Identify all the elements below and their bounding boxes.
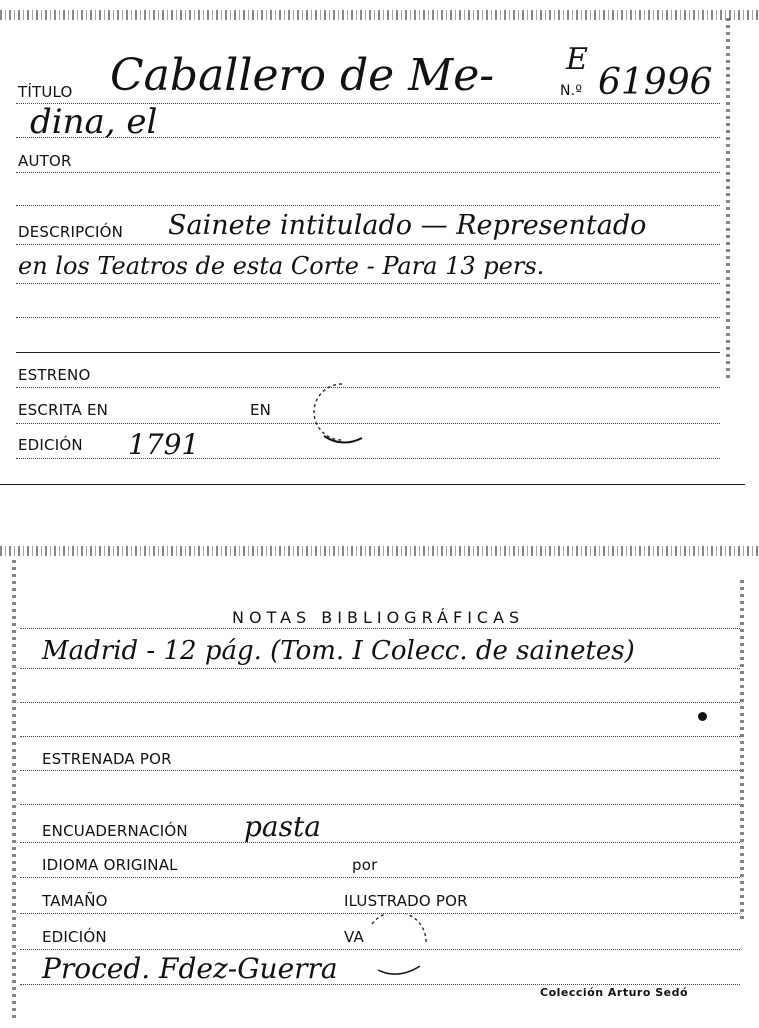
edicion-handwritten: 1791: [128, 428, 200, 461]
autor-label: AUTOR: [18, 152, 72, 170]
descripcion-line-3: [16, 317, 720, 318]
autor-line: [16, 172, 720, 173]
top-card-bottom-edge: [0, 484, 745, 485]
descripcion-line: [16, 244, 720, 245]
titulo-label: TÍTULO: [18, 83, 73, 101]
tamano-label: TAMAÑO: [42, 892, 108, 910]
ilustrado-por-label: ILUSTRADO POR: [344, 892, 468, 910]
notas-handwritten: Madrid - 12 pág. (Tom. I Colecc. de sainetes): [42, 636, 635, 666]
top-card-right-border: [726, 18, 730, 380]
titulo-line-2: [16, 137, 720, 138]
estrenada-por-label: ESTRENADA POR: [42, 750, 172, 768]
notas-bibliograficas-header: NOTAS BIBLIOGRÁFICAS: [232, 608, 525, 627]
idioma-original-line: [20, 877, 740, 878]
edicion-line: [16, 458, 720, 459]
descripcion-handwritten-line2: en los Teatros de esta Corte - Para 13 pers.: [18, 252, 545, 280]
titulo-handwritten-line2: dina, el: [30, 102, 158, 142]
numero-handwritten: 61996: [598, 62, 713, 103]
descripcion-label: DESCRIPCIÓN: [18, 223, 124, 241]
estrenada-por-line-2: [20, 804, 740, 805]
bottom-card-right-border: [740, 580, 744, 920]
coleccion-footer: Colección Arturo Sedó: [540, 986, 689, 999]
edicion-label: EDICIÓN: [18, 436, 83, 454]
numero-label: N.º: [560, 83, 583, 99]
encuadernacion-label: ENCUADERNACIÓN: [42, 822, 188, 840]
escrita-en-label: ESCRITA EN: [18, 401, 109, 419]
por-label: por: [352, 856, 378, 874]
proced-line: [20, 984, 740, 985]
estrenada-por-line: [20, 770, 740, 771]
punch-hole-mark-bottom: [364, 914, 434, 984]
descripcion-line-4: [16, 352, 720, 353]
top-catalog-card: [0, 0, 759, 495]
ink-dot: [698, 712, 707, 721]
notas-line-3: [20, 736, 740, 737]
top-card-torn-edge: [0, 10, 759, 20]
descripcion-handwritten-line1: Sainete intitulado — Representado: [168, 210, 647, 241]
va-label: VA: [344, 928, 364, 946]
descripcion-line-2: [16, 283, 720, 284]
encuadernacion-handwritten: pasta: [244, 810, 321, 843]
bottom-card-left-border: [12, 560, 16, 1020]
en-label: EN: [250, 401, 272, 419]
proced-handwritten: Proced. Fdez-Guerra: [42, 952, 338, 985]
bottom-card-torn-edge: [0, 546, 759, 556]
mark-handwritten: E: [566, 42, 588, 77]
idioma-original-label: IDIOMA ORIGINAL: [42, 856, 178, 874]
bottom-catalog-card: [0, 540, 759, 1028]
notas-line-0: [20, 628, 740, 629]
autor-line-2: [16, 205, 720, 206]
edicion-bottom-label: EDICIÓN: [42, 928, 107, 946]
estreno-label: ESTRENO: [18, 366, 91, 384]
titulo-handwritten-line1: Caballero de Me-: [110, 50, 495, 101]
notas-line-1: [20, 668, 740, 669]
punch-hole-mark: [312, 378, 372, 458]
notas-line-2: [20, 702, 740, 703]
encuadernacion-line: [20, 842, 740, 843]
